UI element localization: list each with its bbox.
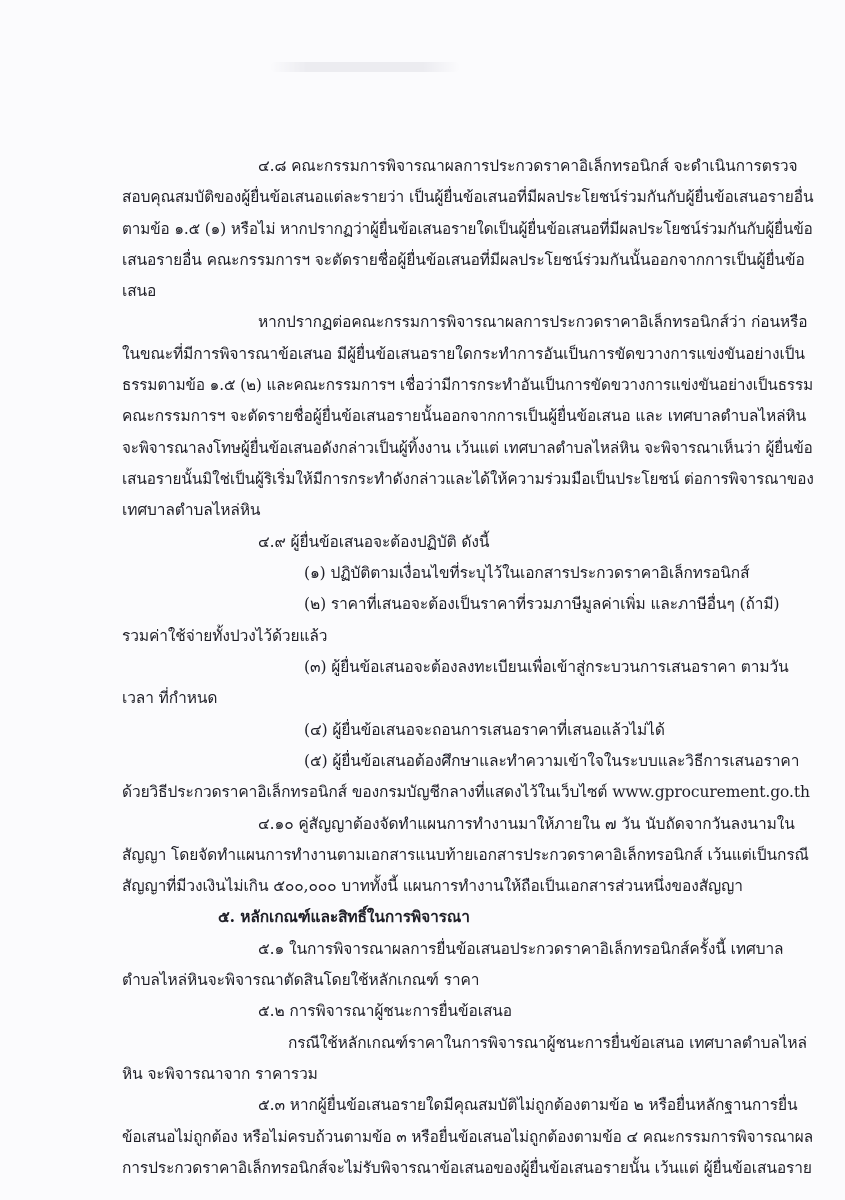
list-item: (๓) ผู้ยื่นข้อเสนอจะต้องลงทะเบียนเพื่อเข้าสู่กระบวนการเสนอราคา ตามวัน [304,658,789,676]
clause-5-1-heading: ๕.๑ ในการพิจารณาผลการยื่นข้อเสนอประกวดราคาอิเล็กทรอนิกส์ครั้งนี้ เทศบาล [258,940,784,958]
section-5-heading: ๕. หลักเกณฑ์และสิทธิ์ในการพิจารณา [218,907,470,926]
body-line: จะพิจารณาลงโทษผู้ยื่นข้อเสนอดังกล่าวเป็นผู้ทิ้งงาน เว้นแต่ เทศบาลตำบลไหล่หิน จะพิจารณาเห็นว่า ผู้ยื่นข้อ [122,439,813,457]
body-line: ตามข้อ ๑.๕ (๑) หรือไม่ หากปรากฏว่าผู้ยื่นข้อเสนอรายใดเป็นผู้ยื่นข้อเสนอที่มีผลประโยชน์ร่วมกันกับผู้ยื่นข้อ [122,220,813,238]
clause-4-9-heading: ๔.๙ ผู้ยื่นข้อเสนอจะต้องปฏิบัติ ดังนี้ [258,533,490,551]
body-line: สัญญา โดยจัดทำแผนการทำงานตามเอกสารแนบท้ายเอกสารประกวดราคาอิเล็กทรอนิกส์ เว้นแต่เป็นกรณี [122,846,809,864]
clause-4-10-heading: ๔.๑๐ คู่สัญญาต้องจัดทำแผนการทำงานมาให้ภายใน ๗ วัน นับถัดจากวันลงนามใน [258,815,795,833]
body-line: ด้วยวิธีประกวดราคาอิเล็กทรอนิกส์ ของกรมบัญชีกลางที่แสดงไว้ในเว็บไซต์ www.gprocurement.go.th [122,783,810,801]
body-line: ธรรมตามข้อ ๑.๕ (๒) และคณะกรรมการฯ เชื่อว่ามีการกระทำอันเป็นการขัดขวางการแข่งขันอย่างเป็นธรรม [122,376,814,394]
paragraph-start: หากปรากฏต่อคณะกรรมการพิจารณาผลการประกวดราคาอิเล็กทรอนิกส์ว่า ก่อนหรือ [258,313,808,331]
body-line: หิน จะพิจารณาจาก ราคารวม [122,1065,318,1083]
body-line: ข้อเสนอไม่ถูกต้อง หรือไม่ครบถ้วนตามข้อ ๓ หรือยื่นข้อเสนอไม่ถูกต้องตามข้อ ๔ คณะกรรมการพิจารณาผล [122,1128,814,1146]
body-line: ในขณะที่มีการพิจารณาข้อเสนอ มีผู้ยื่นข้อเสนอรายใดกระทำการอันเป็นการขัดขวางการแข่งขันอย่างเป็น [122,345,805,363]
body-line: กรณีใช้หลักเกณฑ์ราคาในการพิจารณาผู้ชนะการยื่นข้อเสนอ เทศบาลตำบลไหล่ [288,1034,807,1052]
clause-5-2-heading: ๕.๒ การพิจารณาผู้ชนะการยื่นข้อเสนอ [258,1002,513,1020]
faint-header-mark [270,62,460,72]
body-line: เสนอรายนั้นมิใช่เป็นผู้ริเริ่มให้มีการกระทำดังกล่าวและได้ให้ความร่วมมือเป็นประโยชน์ ต่อการพิจารณาของ [122,470,814,488]
body-line: เทศบาลตำบลไหล่หิน [122,501,261,519]
body-line: รวมค่าใช้จ่ายทั้งปวงไว้ด้วยแล้ว [122,627,328,645]
clause-4-8-heading: ๔.๘ คณะกรรมการพิจารณาผลการประกวดราคาอิเล็กทรอนิกส์ จะดำเนินการตรวจ [258,157,798,175]
body-line: เสนอ [122,282,157,300]
list-item: (๕) ผู้ยื่นข้อเสนอต้องศึกษาและทำความเข้าใจในระบบและวิธีการเสนอราคา [304,752,800,770]
body-line: การประกวดราคาอิเล็กทรอนิกส์จะไม่รับพิจารณาข้อเสนอของผู้ยื่นข้อเสนอรายนั้น เว้นแต่ ผู้ยื่นข้อเสนอราย [122,1159,812,1177]
body-line: เวลา ที่กำหนด [122,689,218,707]
list-item: (๒) ราคาที่เสนอจะต้องเป็นราคาที่รวมภาษีมูลค่าเพิ่ม และภาษีอื่นๆ (ถ้ามี) [304,595,780,613]
body-line: สอบคุณสมบัติของผู้ยื่นข้อเสนอแต่ละรายว่า เป็นผู้ยื่นข้อเสนอที่มีผลประโยชน์ร่วมกันกับผู้ยื่นข้อเสนอรายอื่น [122,188,814,206]
body-line: เสนอรายอื่น คณะกรรมการฯ จะตัดรายชื่อผู้ยื่นข้อเสนอที่มีผลประโยชน์ร่วมกันนั้นออกจากการเป็นผู้ยื่นข้อ [122,251,805,269]
list-item: (๑) ปฏิบัติตามเงื่อนไขที่ระบุไว้ในเอกสารประกวดราคาอิเล็กทรอนิกส์ [304,564,750,582]
body-line: สัญญาที่มีวงเงินไม่เกิน ๕๐๐,๐๐๐ บาททั้งนี้ แผนการทำงานให้ถือเป็นเอกสารส่วนหนึ่งของสัญญา [122,877,743,895]
clause-5-3-heading: ๕.๓ หากผู้ยื่นข้อเสนอรายใดมีคุณสมบัติไม่ถูกต้องตามข้อ ๒ หรือยื่นหลักฐานการยื่น [258,1096,798,1114]
body-line: คณะกรรมการฯ จะตัดรายชื่อผู้ยื่นข้อเสนอรายนั้นออกจากการเป็นผู้ยื่นข้อเสนอ และ เทศบาลตำบลไหล่หิน [122,407,807,425]
list-item: (๔) ผู้ยื่นข้อเสนอจะถอนการเสนอราคาที่เสนอแล้วไม่ได้ [304,721,665,739]
body-line: ตำบลไหล่หินจะพิจารณาตัดสินโดยใช้หลักเกณฑ์ ราคา [122,971,480,989]
